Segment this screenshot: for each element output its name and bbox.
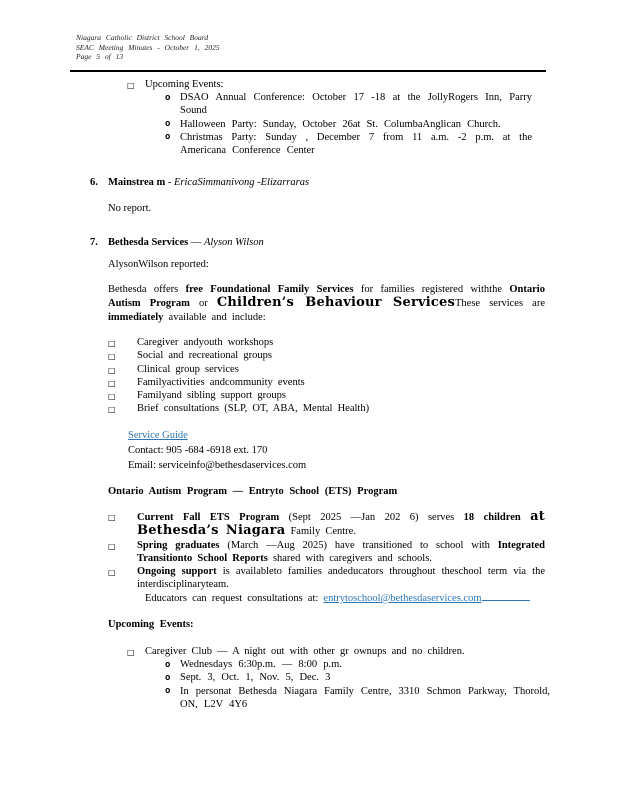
intro-run: Bethesda offers [108, 284, 186, 295]
list-item [165, 131, 533, 158]
children-behaviour-services-text: Children’s Behaviour Services [216, 295, 456, 311]
ets-item-spring-graduates [137, 539, 545, 566]
run: Family Centre. [285, 526, 356, 538]
run-bold: Ongoing support [137, 566, 217, 578]
circle-bullet-icon: o [165, 92, 171, 103]
club-detail-time: Wednesdays 6:30p.m. — 8:00 p.m. [180, 659, 342, 670]
caregiver-club-item [127, 645, 545, 658]
service-item: Familyand sibling support groups [137, 390, 286, 402]
upcoming-events-heading: Upcoming Events: [145, 79, 224, 90]
header-meeting-title: SEAC Meeting Minutes - October 1, 2025 [76, 42, 220, 52]
bethesda-upcoming-heading: Upcoming Events: [108, 619, 194, 630]
circle-bullet-icon: o [165, 119, 171, 130]
header-divider [70, 70, 546, 72]
section-number: 6. [90, 177, 98, 188]
service-guide-link[interactable]: Service Guide [128, 430, 188, 441]
section-6-body: No report. [108, 203, 152, 214]
event-christmas-party: Christmas Party: Sunday , December 7 from 11 a.m. -2 p.m. at the Americana Conference Center [180, 131, 532, 157]
run: (Sept 2025 —Jan 202 6) serves [279, 512, 464, 523]
run-bold: Integrated Transitionto School Reports [137, 539, 545, 564]
list-item [108, 510, 545, 539]
intro-run-bold: immediately [108, 311, 164, 323]
list-item [108, 349, 538, 362]
bethesda-intro-paragraph [108, 283, 545, 324]
event-halloween-party: Halloween Party: Sunday, October 26at St. ColumbaAnglican Church. [180, 118, 501, 130]
run [521, 512, 530, 523]
run-bold: 18 children [463, 512, 521, 523]
section-7-title: Bethesda Services [108, 237, 189, 248]
list-item [165, 91, 533, 118]
intro-run: for families registered withthe [353, 284, 510, 295]
run: (March —Aug 2025) have transitioned to school with [219, 539, 498, 551]
list-item [108, 539, 545, 566]
ets-program-heading: Ontario Autism Program — Entryto School (ETS) Program [108, 486, 398, 497]
bethesda-niagara-text: at Bethesda’s Niagara [137, 509, 545, 539]
list-item [108, 376, 538, 389]
educators-prefix: Educators can request consultations at: [145, 593, 324, 604]
service-item: Clinical group services [137, 363, 239, 375]
upcoming-events-list [165, 91, 533, 157]
intro-run-bold: free Foundational Family Services [185, 284, 354, 295]
square-bullet-icon: □ [108, 339, 116, 348]
list-item [165, 671, 550, 684]
circle-bullet-icon: o [165, 659, 171, 670]
square-bullet-icon: □ [108, 568, 116, 578]
club-detail-location: In personat Bethesda Niagara Family Centre, 3310 Schmon Parkway, Thorold, ON, L2V 4Y6 [180, 685, 550, 710]
section-6-heading [90, 176, 546, 189]
caregiver-club-details [165, 658, 550, 711]
service-item: Brief consultations (SLP, OT, ABA, Mental Health) [137, 403, 370, 415]
square-bullet-icon: □ [108, 378, 116, 388]
separator: - [165, 177, 175, 188]
list-item [108, 389, 538, 402]
services-list [108, 336, 538, 416]
ets-list [108, 510, 545, 592]
square-bullet-icon: □ [108, 513, 116, 522]
separator: — [188, 237, 204, 248]
contact-phone: Contact: 905 -684 -6918 ext. 170 [128, 445, 268, 457]
list-item [108, 402, 538, 415]
list-item [108, 565, 545, 592]
link-underline-extension [482, 590, 530, 601]
list-item [165, 685, 550, 712]
section-title-line [108, 176, 309, 189]
run: shared with caregivers and schools. [267, 552, 432, 564]
intro-run: or [189, 298, 217, 310]
caregiver-club-text: Caregiver Club — A night out with other gr ownups and no children. [145, 646, 465, 657]
section-7-heading [90, 236, 546, 249]
page-header [76, 33, 220, 62]
square-bullet-icon: □ [108, 352, 116, 362]
service-item: Familyactivities andcommunity events [137, 376, 305, 388]
club-detail-dates: Sept. 3, Oct. 1, Nov. 5, Dec. 3 [180, 672, 331, 684]
list-item [165, 118, 533, 131]
educators-line [145, 590, 530, 605]
square-bullet-icon: □ [127, 648, 135, 657]
section-number: 7. [90, 237, 98, 248]
section-6-title: Mainstrea m [108, 177, 166, 188]
service-item: Caregiver andyouth workshops [137, 337, 274, 348]
reported-line: AlysonWilson reported: [108, 259, 209, 270]
header-board-name: Niagara Catholic District School Board [76, 33, 209, 42]
section-title-line [108, 236, 264, 249]
run: is availableto families andeducators throughout theschool term via the interdisciplinaryteam. [137, 566, 545, 591]
intro-run-bold: Ontario Autism Program [108, 284, 545, 310]
square-bullet-icon: □ [108, 405, 116, 415]
square-bullet-icon: □ [108, 392, 116, 402]
square-bullet-icon: □ [127, 81, 135, 90]
list-item [108, 336, 538, 349]
event-dsao-conference: DSAO Annual Conference: October 17 -18 at the JollyRogers Inn, Parry Sound [180, 92, 532, 117]
list-item [108, 363, 538, 376]
contact-block [128, 428, 306, 474]
intro-run: available and include: [163, 311, 266, 323]
circle-bullet-icon: o [165, 686, 171, 697]
run-bold: Spring graduates [137, 539, 220, 551]
section-7-presenter: Alyson Wilson [203, 237, 264, 248]
section-6-presenters: EricaSimmanivong -Elizarraras [174, 177, 310, 188]
list-item [165, 658, 550, 671]
entry-to-school-email-link[interactable]: entrytoschool@bethesdaservices.com [323, 593, 482, 604]
circle-bullet-icon: o [165, 672, 171, 683]
square-bullet-icon: □ [108, 365, 116, 375]
ets-item-ongoing-support [137, 565, 545, 592]
square-bullet-icon: □ [108, 541, 116, 551]
intro-run: These services are [455, 298, 545, 310]
service-item: Social and recreational groups [137, 350, 272, 362]
contact-email: Email: serviceinfo@bethesdaservices.com [128, 460, 307, 472]
upcoming-events-heading-row [127, 78, 223, 91]
header-page-number: Page 5 of 13 [76, 52, 124, 62]
circle-bullet-icon: o [165, 132, 171, 143]
ets-item-current-fall [137, 510, 545, 539]
run-bold: Current Fall ETS Program [137, 512, 280, 523]
